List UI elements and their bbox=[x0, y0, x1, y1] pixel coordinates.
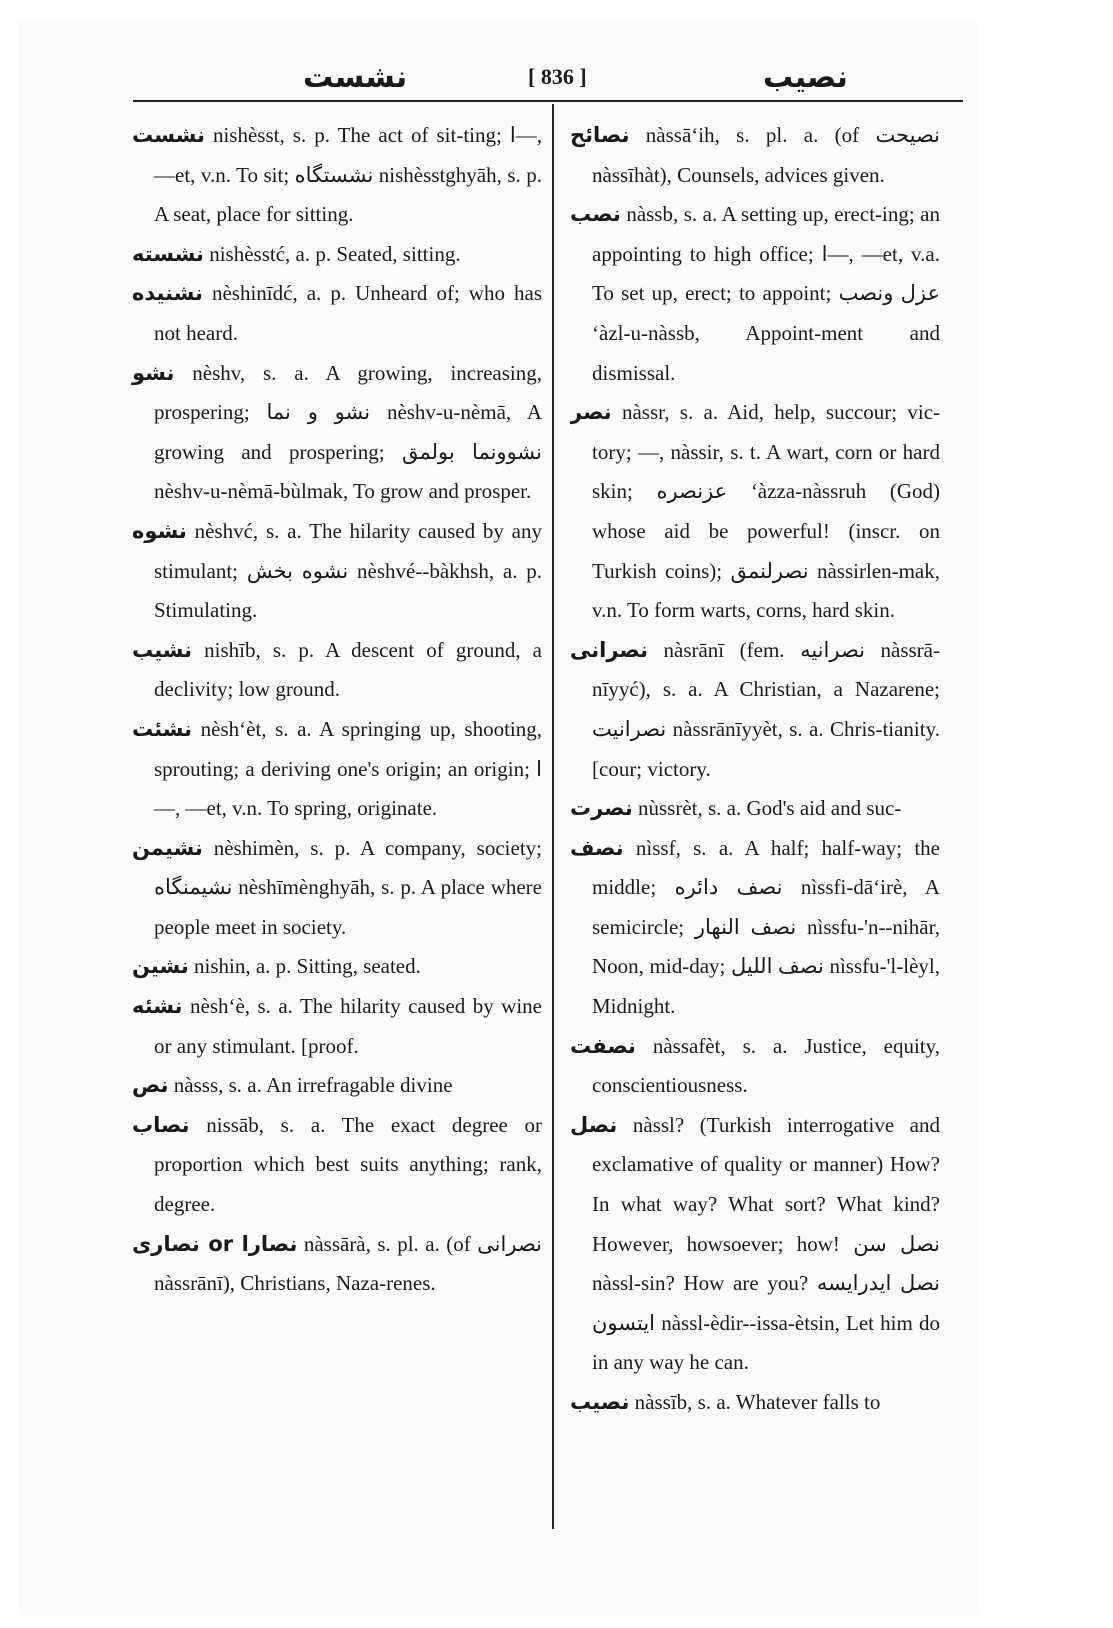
entry bbox=[570, 116, 940, 195]
entry bbox=[132, 274, 542, 353]
entry-arabic: نشنيده bbox=[132, 281, 203, 306]
entry-text: nèsh‘è, s. a. The hilarity caused by wine or any stimulant. [proof. bbox=[154, 994, 542, 1058]
entry-text: nèshinīdć, a. p. Unheard of; who has not heard. bbox=[154, 281, 542, 345]
entry-arabic: نشئه bbox=[132, 994, 183, 1019]
entry-text: nàssr, s. a. Aid, help, succour; vic-tory; —, nàssir, s. t. A wart, corn or hard skin; عزنصره ‘àzza-nàssruh (God) whose aid be powerful! (inscr. on Turkish coins); نصرلنمق nàssirlen-mak, v.n. To form warts, corns, hard skin. bbox=[592, 400, 940, 623]
entry bbox=[570, 1106, 940, 1383]
entry-arabic: نشسته bbox=[132, 241, 204, 266]
entry-text: nàssīb, s. a. Whatever falls to bbox=[634, 1390, 881, 1414]
entry-arabic: نشين bbox=[132, 954, 189, 979]
entry bbox=[132, 631, 542, 710]
entry-text: nùssrèt, s. a. God's aid and suc- bbox=[638, 796, 902, 821]
entry-arabic: نصر bbox=[570, 400, 612, 425]
entry-arabic: نصاب bbox=[132, 1112, 190, 1137]
entry-arabic: نص bbox=[132, 1073, 169, 1098]
entry-text: nissāb, s. a. The exact degree or proportion which best suits anything; rank, degree. bbox=[154, 1112, 542, 1217]
page-number: [ 836 ] bbox=[528, 64, 587, 89]
entry-text: nèshimèn, s. p. A company, society; نشيمنگاه nèshīmènghyāh, s. p. A place where people meet in society. bbox=[154, 835, 542, 939]
entry bbox=[570, 829, 940, 1027]
entry bbox=[570, 631, 940, 789]
entry-text: nàssafèt, s. a. Justice, equity, conscientiousness. bbox=[592, 1033, 940, 1098]
entry bbox=[570, 1383, 940, 1423]
entry-text: nishèsstć, a. p. Seated, sitting. bbox=[209, 241, 461, 266]
entry bbox=[132, 1225, 542, 1304]
entry-arabic: نشيب bbox=[132, 637, 193, 662]
entry-text: nishin, a. p. Sitting, seated. bbox=[193, 954, 421, 979]
right-column bbox=[570, 116, 940, 1423]
entry-text: nèsh‘èt, s. a. A springing up, shooting, sprouting; a deriving one's origin; an origin; ا—, —et, v.n. To spring, originate. bbox=[154, 716, 542, 821]
entry-arabic: نشست bbox=[132, 123, 205, 147]
entry-arabic: نشيمن bbox=[132, 835, 203, 860]
header-left-headword: نشست bbox=[303, 60, 408, 95]
entry-text: nàssā‘ih, s. pl. a. (of نصيحت nàssīhàt), Counsels, advices given. bbox=[592, 123, 940, 187]
entry-arabic: نشو bbox=[132, 360, 175, 385]
header-right-headword: نصيب bbox=[763, 60, 848, 95]
entry-text: nàssl? (Turkish interrogative and exclamative of quality or manner) How? In what way? What sort? What kind? However, howsoever; how! نصل سن nàssl-sin? How are you? نصل ايدرايسه ايتسون nàssl-èdir--issa-ètsin, Let him do in any way he can. bbox=[592, 1112, 940, 1375]
entry-arabic: نصف bbox=[570, 835, 624, 860]
entry bbox=[132, 1106, 542, 1225]
entry bbox=[570, 195, 940, 393]
entry-text: nishèsst, s. p. The act of sit-ting; ا—, —et, v.n. To sit; نشستگاه nishèsstghyāh, s. p. A seat, place for sitting. bbox=[154, 123, 543, 227]
left-column bbox=[132, 116, 542, 1304]
entry bbox=[570, 393, 940, 631]
entry bbox=[132, 947, 542, 987]
entry-text: nishīb, s. p. A descent of ground, a declivity; low ground. bbox=[154, 637, 543, 702]
entry-text: nìssf, s. a. A half; half-way; the middle; نصف دائره nìssfi-dā‘irè, A semicircle; نصف النهار nìssfu-'n--nihār, Noon, mid-day; نصف الليل nìssfu-'l-lèyl, Midnight. bbox=[592, 835, 940, 1019]
entry bbox=[132, 116, 542, 235]
entry bbox=[132, 1066, 542, 1106]
entry-arabic: نصرت bbox=[570, 796, 633, 821]
entry bbox=[570, 1027, 940, 1106]
entry bbox=[132, 987, 542, 1066]
entry-arabic: نصيب bbox=[570, 1390, 630, 1414]
entry-arabic: نصارا or نصارى bbox=[132, 1231, 298, 1256]
entry bbox=[132, 512, 542, 631]
entry bbox=[570, 789, 940, 829]
entry-text: nèshvć, s. a. The hilarity caused by any stimulant; نشوه بخش nèshvé--bàkhsh, a. p. Stimulating. bbox=[154, 518, 542, 623]
entry-arabic: نشوه bbox=[132, 518, 187, 543]
entry-arabic: نصب bbox=[570, 202, 621, 227]
entry-arabic: نشئت bbox=[132, 716, 193, 741]
entry bbox=[132, 354, 542, 512]
entry-text: nèshv, s. a. A growing, increasing, prospering; نشو و نما nèshv-u-nèmā, A growing and prospering; نشوونما بولمق nèshv-u-nèmā-bùlmak, To grow and prosper. bbox=[154, 360, 542, 504]
entry-arabic: نصرانى bbox=[570, 637, 648, 662]
entry-arabic: نصفت bbox=[570, 1033, 636, 1058]
page-header bbox=[133, 52, 963, 100]
entry-arabic: نصل bbox=[570, 1112, 618, 1137]
entry-text: nàsrānī (fem. نصرانيه nàssrā-nīyyć), s. a. A Christian, a Nazarene; نصرانيت nàssrānīyyèt, s. a. Chris-tianity. [cour; victory. bbox=[592, 637, 940, 781]
entry-text: nàssb, s. a. A setting up, erect-ing; an appointing to high office; ا—, —et, v.a. To set up, erect; to appoint; عزل ونصب ‘àzl-u-nàssb, Appoint-ment and dismissal. bbox=[592, 202, 940, 385]
header-rule bbox=[133, 100, 963, 102]
entry-arabic: نصائح bbox=[570, 123, 630, 147]
entry bbox=[132, 710, 542, 829]
entry-text: nàssārà, s. pl. a. (of نصرانى nàssrānī), Christians, Naza-renes. bbox=[154, 1231, 542, 1296]
entry bbox=[132, 235, 542, 275]
entry-text: nàsss, s. a. An irrefragable divine bbox=[173, 1073, 453, 1098]
column-divider bbox=[552, 104, 554, 1529]
entry bbox=[132, 829, 542, 948]
